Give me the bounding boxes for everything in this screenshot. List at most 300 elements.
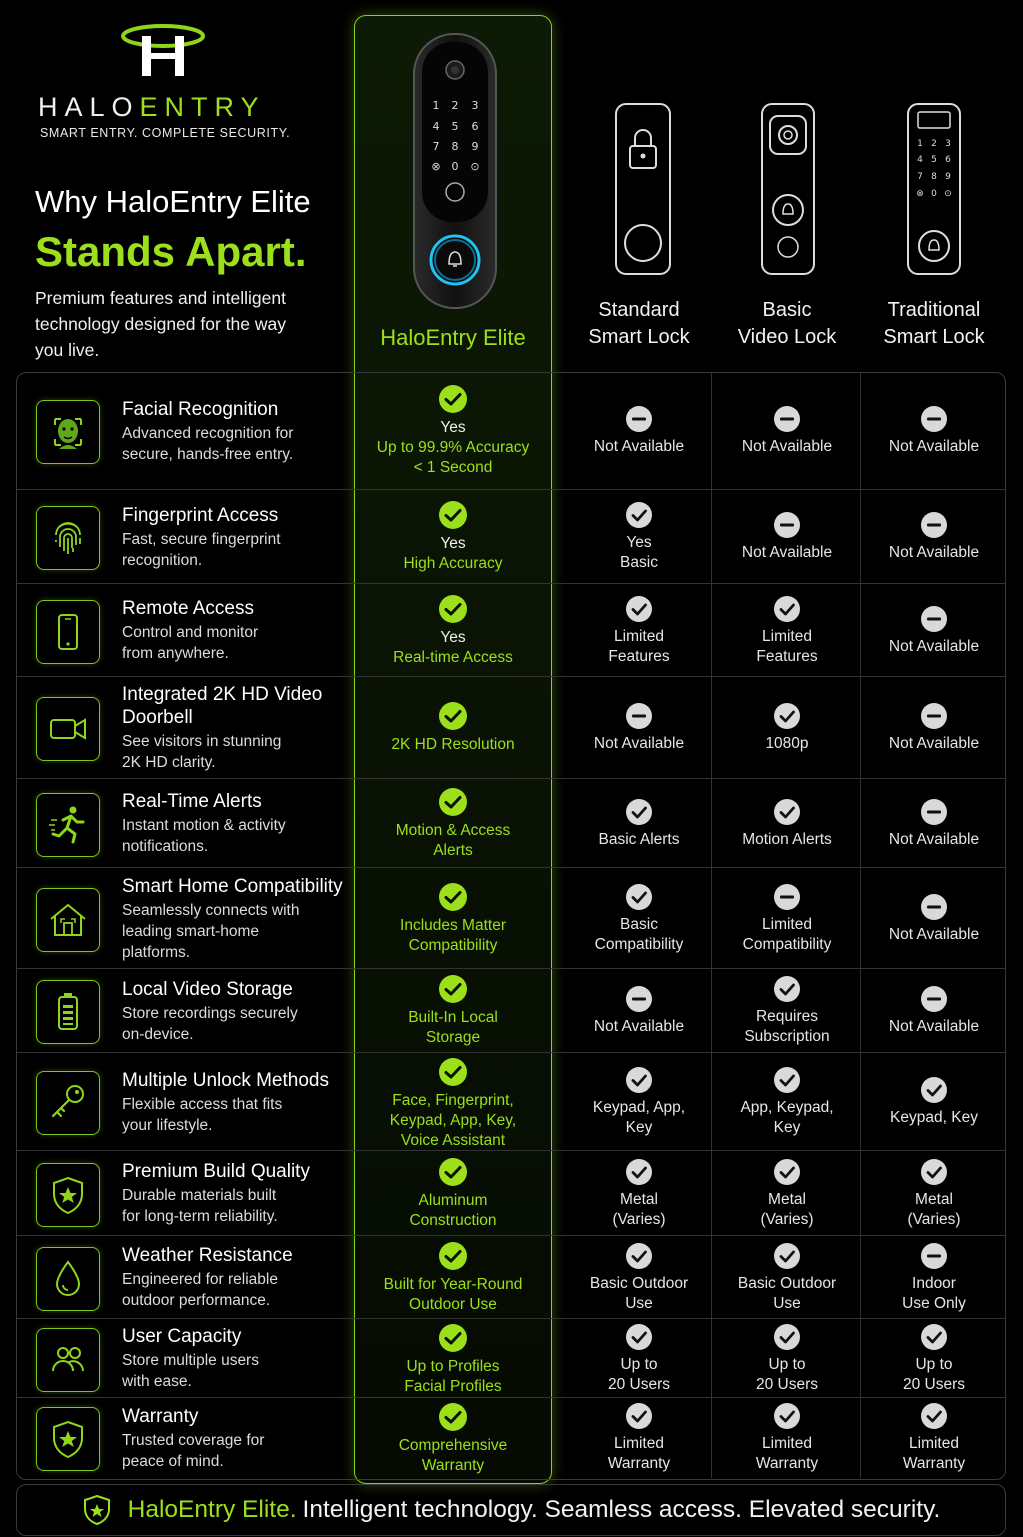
cell-value: Motion Alerts: [742, 831, 832, 848]
cell-value: Facial Profiles: [404, 1378, 502, 1395]
video-camera-icon: [36, 697, 100, 761]
feature-label: [122, 978, 354, 1045]
feature-description-line: Trusted coverage for: [122, 1432, 265, 1449]
svg-text:4: 4: [917, 155, 923, 165]
feature-description: [122, 622, 354, 664]
traditional-smart-lock-image: [906, 102, 962, 276]
table-row: [16, 969, 1006, 1053]
cell-value: Compatibility: [408, 937, 498, 954]
check-icon: [773, 702, 801, 730]
brand-name: HALOENTRY: [38, 92, 266, 122]
fingerprint-icon: [36, 506, 100, 570]
feature-label: [122, 398, 354, 465]
cell-value: Not Available: [888, 926, 980, 943]
table-row: [16, 1053, 1006, 1151]
cell-value: Not Available: [888, 735, 980, 752]
feature-description: [122, 529, 354, 571]
cell-value: Outdoor Use: [409, 1296, 497, 1313]
cell-value: Up to Profiles: [406, 1358, 500, 1375]
cell-value: Basic: [620, 916, 658, 933]
svg-text:3: 3: [945, 139, 951, 149]
feature-description-line: Seamlessly connects with: [122, 902, 300, 919]
unavailable-icon: [625, 702, 653, 730]
svg-text:5: 5: [931, 155, 937, 165]
table-row: [16, 372, 1006, 490]
feature-description-line: Instant motion & activity: [122, 817, 286, 834]
feature-label: [122, 504, 354, 571]
cell-value: Up to: [768, 1356, 806, 1373]
feature-description-line: your lifestyle.: [122, 1117, 213, 1134]
cell-basic-video-lock: [714, 511, 860, 563]
feature-title: Multiple Unlock Methods: [122, 1070, 329, 1091]
table-row: [16, 1151, 1006, 1236]
cell-value: 2K HD Resolution: [391, 736, 515, 753]
halo-logo-icon: [118, 22, 208, 82]
svg-text:6: 6: [945, 155, 951, 165]
feature-title: Local Video Storage: [122, 979, 293, 1000]
check-icon: [773, 798, 801, 826]
table-row: [16, 490, 1006, 584]
feature-description-line: Advanced recognition for: [122, 425, 294, 442]
feature-description-line: on-device.: [122, 1026, 194, 1043]
feature-title: Fingerprint Access: [122, 505, 279, 526]
feature-description: [122, 1350, 354, 1392]
column-header-haloentry-elite: HaloEntry Elite: [380, 325, 526, 350]
feature-description: [122, 900, 354, 963]
key-icon: [36, 1071, 100, 1135]
cell-value: 20 Users: [755, 1376, 819, 1393]
cell-traditional-smart-lock: [862, 1323, 1006, 1395]
check-icon: [438, 1323, 468, 1353]
cell-haloentry-elite: [354, 594, 552, 668]
check-icon: [438, 500, 468, 530]
cell-traditional-smart-lock: [862, 893, 1006, 945]
check-icon: [920, 1323, 948, 1351]
cell-value: Built-In Local: [408, 1009, 498, 1026]
cell-traditional-smart-lock: [862, 1076, 1006, 1128]
cell-value: 1080p: [765, 735, 809, 752]
cell-value: Up to 99.9% Accuracy: [376, 439, 530, 456]
cell-value: (Varies): [907, 1211, 961, 1228]
cell-value: Use Only: [902, 1295, 966, 1312]
cell-value: Basic Outdoor: [589, 1275, 689, 1292]
cell-value: Limited: [762, 628, 812, 645]
battery-storage-icon: [36, 980, 100, 1044]
check-icon: [773, 595, 801, 623]
cell-basic-video-lock: [714, 405, 860, 457]
cell-haloentry-elite: [354, 974, 552, 1048]
cell-haloentry-elite: [354, 882, 552, 956]
feature-description-line: with ease.: [122, 1373, 192, 1390]
check-icon: [625, 798, 653, 826]
feature-label: [122, 1069, 354, 1136]
cell-value: Storage: [425, 1029, 481, 1046]
feature-description-line: Durable materials built: [122, 1187, 277, 1204]
cell-value: App, Keypad,: [740, 1099, 834, 1116]
cell-value: Basic Outdoor: [737, 1275, 837, 1292]
svg-text:1: 1: [432, 99, 440, 112]
cell-value: Basic: [620, 554, 658, 571]
svg-text:9: 9: [471, 140, 479, 153]
check-icon: [438, 701, 468, 731]
footer-banner: [16, 1484, 1006, 1536]
cell-value: (Varies): [760, 1211, 814, 1228]
unavailable-icon: [920, 985, 948, 1013]
feature-description: [122, 1269, 354, 1311]
feature-description: [122, 815, 354, 857]
cell-traditional-smart-lock: [862, 985, 1006, 1037]
cell-value: Limited: [762, 916, 812, 933]
cell-haloentry-elite: [354, 1402, 552, 1476]
check-icon: [438, 1157, 468, 1187]
column-header-traditional-smart-lock: Traditional Smart Lock: [883, 299, 985, 348]
check-icon: [920, 1076, 948, 1104]
cell-standard-smart-lock: [566, 1158, 712, 1230]
cell-value: Use: [773, 1295, 801, 1312]
cell-value: Limited: [614, 628, 664, 645]
cell-value: Indoor: [912, 1275, 956, 1292]
cell-haloentry-elite: [354, 787, 552, 861]
feature-description-line: Control and monitor: [122, 624, 259, 641]
hero-title-line1: Why HaloEntry Elite: [35, 184, 311, 219]
feature-description: [122, 1003, 354, 1045]
cell-value: Compatibility: [742, 936, 832, 953]
cell-value: Limited: [909, 1435, 959, 1452]
svg-text:7: 7: [917, 172, 923, 182]
basic-video-lock-image: [760, 102, 816, 276]
cell-haloentry-elite: [354, 701, 552, 755]
unavailable-icon: [920, 893, 948, 921]
users-icon: [36, 1328, 100, 1392]
feature-title: Smart Home Compatibility: [122, 876, 343, 897]
cell-value: Features: [756, 648, 818, 665]
cell-value: Use: [625, 1295, 653, 1312]
check-icon: [773, 975, 801, 1003]
feature-description: [122, 1185, 354, 1227]
cell-value: Metal: [915, 1191, 953, 1208]
cell-value: Key: [773, 1119, 801, 1136]
shield-star-icon: [82, 1494, 112, 1526]
check-icon: [625, 1242, 653, 1270]
feature-title: Facial Recognition: [122, 399, 279, 420]
cell-value: Compatibility: [594, 936, 684, 953]
check-icon: [773, 1242, 801, 1270]
svg-text:6: 6: [471, 120, 479, 133]
cell-value: Aluminum: [418, 1192, 488, 1209]
check-icon: [773, 1066, 801, 1094]
unavailable-icon: [920, 405, 948, 433]
svg-text:8: 8: [451, 140, 459, 153]
cell-basic-video-lock: [714, 1066, 860, 1138]
cell-value: Warranty: [902, 1455, 966, 1472]
cell-standard-smart-lock: [566, 595, 712, 667]
check-icon: [773, 1158, 801, 1186]
cell-traditional-smart-lock: [862, 798, 1006, 850]
footer-brand: HaloEntry Elite.: [127, 1496, 297, 1523]
unavailable-icon: [920, 605, 948, 633]
svg-text:3: 3: [471, 99, 479, 112]
cell-haloentry-elite: [354, 500, 552, 574]
check-icon: [773, 1402, 801, 1430]
water-drop-icon: [36, 1247, 100, 1311]
cell-value: Comprehensive: [398, 1437, 508, 1454]
feature-label: [122, 790, 354, 857]
check-icon: [625, 501, 653, 529]
cell-value: Not Available: [888, 1018, 980, 1035]
haloentry-elite-lock-image: [408, 32, 502, 312]
cell-traditional-smart-lock: [862, 605, 1006, 657]
cell-standard-smart-lock: [566, 1066, 712, 1138]
cell-haloentry-elite: [354, 1241, 552, 1315]
cell-basic-video-lock: [714, 1402, 860, 1474]
cell-value: Not Available: [593, 735, 685, 752]
table-row: [16, 1398, 1006, 1478]
unavailable-icon: [920, 511, 948, 539]
feature-label: [122, 1244, 354, 1311]
check-icon: [438, 974, 468, 1004]
cell-standard-smart-lock: [566, 1242, 712, 1314]
hero-intro: Premium features and intelligent technology designed for the way you live.: [35, 288, 286, 360]
feature-title: Integrated 2K HD Video Doorbell: [122, 684, 323, 728]
feature-description-line: leading smart-home: [122, 923, 259, 940]
cell-value: (Varies): [612, 1211, 666, 1228]
cell-basic-video-lock: [714, 1242, 860, 1314]
table-row: [16, 868, 1006, 969]
cell-value: Not Available: [593, 1018, 685, 1035]
feature-label: [122, 1325, 354, 1392]
svg-text:⊙: ⊙: [944, 189, 952, 199]
feature-description-line: notifications.: [122, 838, 209, 855]
svg-text:8: 8: [931, 172, 937, 182]
cell-standard-smart-lock: [566, 501, 712, 573]
cell-basic-video-lock: [714, 702, 860, 754]
check-icon: [438, 384, 468, 414]
feature-label: [122, 875, 354, 963]
cell-traditional-smart-lock: [862, 702, 1006, 754]
unavailable-icon: [773, 511, 801, 539]
feature-title: Remote Access: [122, 598, 254, 619]
cell-value: Up to: [915, 1356, 953, 1373]
feature-description-line: outdoor performance.: [122, 1292, 271, 1309]
cell-haloentry-elite: [354, 1323, 552, 1397]
table-row: [16, 584, 1006, 677]
feature-description: [122, 1094, 354, 1136]
cell-value: Real-time Access: [393, 649, 513, 666]
shield-star-icon: [36, 1163, 100, 1227]
cell-value: Subscription: [744, 1028, 830, 1045]
svg-text:⊗: ⊗: [431, 160, 441, 173]
feature-label: [122, 683, 354, 773]
cell-value: Metal: [620, 1191, 658, 1208]
feature-title: Real-Time Alerts: [122, 791, 262, 812]
brand-tagline: SMART ENTRY. COMPLETE SECURITY.: [40, 126, 291, 140]
cell-traditional-smart-lock: [862, 1402, 1006, 1474]
cell-value: Keypad, Key: [890, 1109, 978, 1126]
feature-description-line: Engineered for reliable: [122, 1271, 278, 1288]
cell-value: Voice Assistant: [400, 1132, 506, 1149]
cell-value: Warranty: [755, 1455, 819, 1472]
check-icon: [438, 787, 468, 817]
feature-description-line: secure, hands-free entry.: [122, 446, 294, 463]
cell-value: Includes Matter: [400, 917, 506, 934]
column-header-basic-video-lock: Basic Video Lock: [737, 299, 837, 348]
check-icon: [438, 594, 468, 624]
unavailable-icon: [920, 1242, 948, 1270]
svg-text:0: 0: [451, 160, 459, 173]
column-header-standard-smart-lock: Standard Smart Lock: [588, 299, 690, 348]
table-row: [16, 1319, 1006, 1398]
feature-description-line: Store recordings securely: [122, 1005, 298, 1022]
cell-haloentry-elite: [354, 1057, 552, 1151]
standard-smart-lock-image: [614, 102, 672, 276]
check-icon: [438, 1402, 468, 1432]
svg-text:2: 2: [931, 139, 937, 149]
feature-title: Warranty: [122, 1406, 199, 1427]
cell-value: Yes: [440, 419, 466, 436]
cell-value: Features: [608, 648, 670, 665]
cell-value: Key: [625, 1119, 653, 1136]
feature-description-line: Store multiple users: [122, 1352, 259, 1369]
footer-text: Intelligent technology. Seamless access. Elevated security.: [302, 1496, 941, 1523]
cell-value: 20 Users: [902, 1376, 966, 1393]
feature-description-line: See visitors in stunning: [122, 733, 282, 750]
table-row: [16, 677, 1006, 779]
check-icon: [625, 1402, 653, 1430]
cell-value: Limited: [614, 1435, 664, 1452]
svg-text:⊗: ⊗: [916, 189, 924, 199]
unavailable-icon: [773, 405, 801, 433]
cell-basic-video-lock: [714, 883, 860, 955]
feature-description-line: for long-term reliability.: [122, 1208, 278, 1225]
feature-label: [122, 1160, 354, 1227]
cell-value: Metal: [768, 1191, 806, 1208]
cell-haloentry-elite: [354, 384, 552, 478]
check-icon: [625, 1158, 653, 1186]
feature-description-line: Fast, secure fingerprint: [122, 531, 281, 548]
svg-text:1: 1: [917, 139, 923, 149]
cell-traditional-smart-lock: [862, 405, 1006, 457]
unavailable-icon: [773, 883, 801, 911]
feature-description-line: Flexible access that fits: [122, 1096, 283, 1113]
cell-standard-smart-lock: [566, 1402, 712, 1474]
feature-title: Premium Build Quality: [122, 1161, 310, 1182]
unavailable-icon: [625, 985, 653, 1013]
feature-label: [122, 597, 354, 664]
cell-traditional-smart-lock: [862, 511, 1006, 563]
cell-value: Requires: [755, 1008, 819, 1025]
cell-basic-video-lock: [714, 1323, 860, 1395]
feature-description-line: peace of mind.: [122, 1453, 224, 1470]
cell-standard-smart-lock: [566, 702, 712, 754]
feature-title: Weather Resistance: [122, 1245, 293, 1266]
cell-value: < 1 Second: [413, 459, 493, 476]
cell-value: Built for Year-Round: [383, 1276, 523, 1293]
cell-value: Yes: [440, 535, 466, 552]
cell-value: Up to: [620, 1356, 658, 1373]
cell-value: Not Available: [888, 438, 980, 455]
feature-description: [122, 423, 354, 465]
check-icon: [438, 1057, 468, 1087]
feature-label: [122, 1405, 354, 1472]
cell-value: Not Available: [888, 544, 980, 561]
cell-standard-smart-lock: [566, 985, 712, 1037]
check-icon: [773, 1323, 801, 1351]
cell-standard-smart-lock: [566, 405, 712, 457]
svg-text:4: 4: [432, 120, 440, 133]
svg-text:7: 7: [432, 140, 440, 153]
cell-value: Construction: [409, 1212, 497, 1229]
cell-value: Warranty: [421, 1457, 485, 1474]
shield-star-icon: [36, 1407, 100, 1471]
feature-description-line: platforms.: [122, 944, 191, 961]
check-icon: [625, 1323, 653, 1351]
check-icon: [438, 1241, 468, 1271]
svg-text:5: 5: [451, 120, 459, 133]
cell-value: Not Available: [741, 544, 833, 561]
cell-basic-video-lock: [714, 1158, 860, 1230]
cell-value: Warranty: [607, 1455, 671, 1472]
cell-value: Not Available: [593, 438, 685, 455]
cell-standard-smart-lock: [566, 883, 712, 955]
feature-description: [122, 731, 354, 773]
table-row: [16, 1236, 1006, 1319]
cell-value: Not Available: [888, 638, 980, 655]
svg-text:2: 2: [451, 99, 459, 112]
unavailable-icon: [625, 405, 653, 433]
cell-traditional-smart-lock: [862, 1158, 1006, 1230]
cell-value: 20 Users: [607, 1376, 671, 1393]
feature-description-line: 2K HD clarity.: [122, 754, 216, 771]
cell-standard-smart-lock: [566, 1323, 712, 1395]
check-icon: [920, 1158, 948, 1186]
cell-value: Motion & Access: [395, 822, 511, 839]
feature-description-line: from anywhere.: [122, 645, 229, 662]
home-icon: [36, 888, 100, 952]
cell-value: Yes: [626, 534, 652, 551]
check-icon: [438, 882, 468, 912]
unavailable-icon: [920, 798, 948, 826]
running-person-icon: [36, 793, 100, 857]
unavailable-icon: [920, 702, 948, 730]
svg-text:0: 0: [931, 189, 937, 199]
cell-value: Basic Alerts: [598, 831, 680, 848]
check-icon: [625, 883, 653, 911]
cell-value: Keypad, App, Key,: [389, 1112, 517, 1129]
cell-value: High Accuracy: [403, 555, 503, 572]
cell-basic-video-lock: [714, 595, 860, 667]
hero-title-line2: Stands Apart.: [35, 228, 307, 275]
svg-text:9: 9: [945, 172, 951, 182]
feature-description-line: recognition.: [122, 552, 203, 569]
cell-basic-video-lock: [714, 975, 860, 1047]
feature-title: User Capacity: [122, 1326, 242, 1347]
cell-value: Alerts: [433, 842, 473, 859]
table-row: [16, 779, 1006, 868]
svg-text:⊙: ⊙: [470, 160, 480, 173]
cell-value: Yes: [440, 629, 466, 646]
check-icon: [625, 595, 653, 623]
cell-value: Not Available: [741, 438, 833, 455]
face-scan-icon: [36, 400, 100, 464]
cell-value: Limited: [762, 1435, 812, 1452]
cell-value: Keypad, App,: [592, 1099, 686, 1116]
cell-value: Not Available: [888, 831, 980, 848]
check-icon: [625, 1066, 653, 1094]
cell-haloentry-elite: [354, 1157, 552, 1231]
check-icon: [920, 1402, 948, 1430]
cell-standard-smart-lock: [566, 798, 712, 850]
cell-value: Face, Fingerprint,: [392, 1092, 514, 1109]
